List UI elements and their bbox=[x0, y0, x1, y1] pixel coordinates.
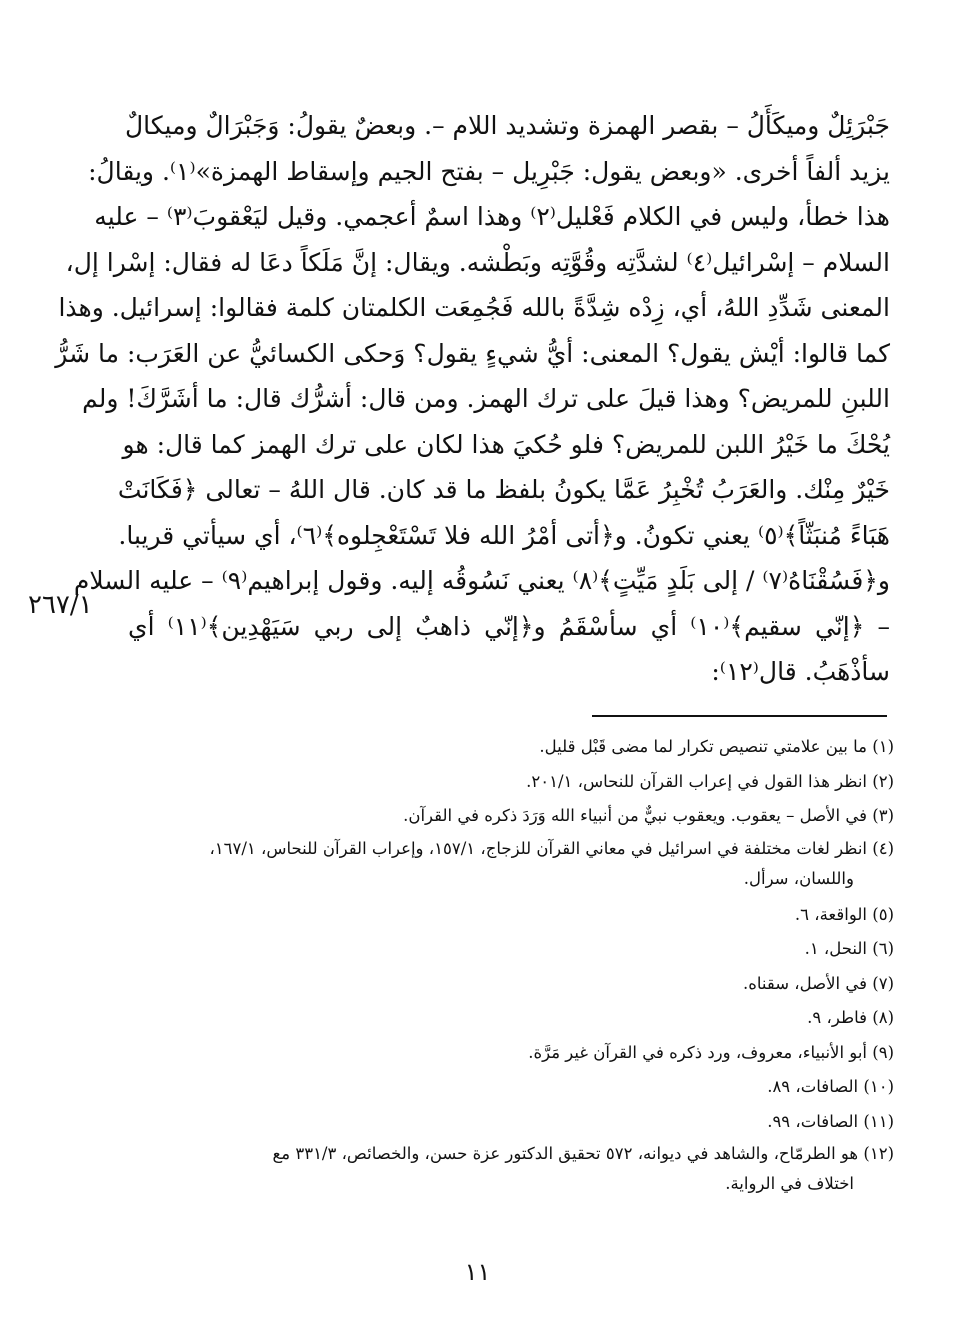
page-number: ١١ bbox=[464, 1258, 491, 1286]
text-line: يزيد ألفاً أخرى. «وبعض يقول: جَبْرِيل – بفتح الجيم وإسقاط الهمزة»⁽١⁾. ويقالُ: bbox=[88, 156, 890, 186]
text-line: هَبَاءً مُنبَثّاً﴾⁽٥⁾ يعني تكونُ. و﴿أتى أمْرُ الله فلا تَسْتَعْجِلوه﴾⁽٦⁾، أي سيأتي قريبا. bbox=[118, 520, 890, 550]
text-line: هذا خطأ، وليس في الكلام فَعْليل⁽٢⁾ وهذا اسمٌ أعجمي. وقيل ليَعْقوبَ⁽٣⁾ – عليه bbox=[94, 202, 890, 231]
footnote-9: (٩) أبو الأنبياء، معروف، ورد ذكره في القرآن غير مَرَّة. bbox=[528, 1042, 894, 1062]
footnote-separator bbox=[592, 715, 887, 717]
footnote-7: (٧) في الأصل، سقناه. bbox=[742, 973, 894, 993]
footnote-4-continuation: واللسان، سرأل. bbox=[743, 868, 854, 888]
text-line: يُحْكَ ما خَيْرُ اللبن للمريض؟ فلو حُكيَ هذا لكان على ترك الهمز كما قال: هو bbox=[122, 429, 890, 459]
text-line: المعنى شَدِّدِ اللهُ، أي، زِدْه شِدَّةً بالله فَجُمِعَت الكلمتان كلمة فقالوا: إسرائيل. وهذا bbox=[58, 293, 890, 322]
text-line: جَبْرَئِلٌ وميكَأَلُ – بقصر الهمزة وتشديد اللام –. وبعضٌ يقولُ: وَجَبْرَالٌ وميكالٌ bbox=[124, 111, 890, 140]
text-line: السلام – إسْرائيل⁽٤⁾ لشدَّتِه وقُوَّتِه وبَطْشه. ويقال: إنَّ مَلَكاً دعَا له فقال: إسْرا إل، bbox=[65, 247, 890, 277]
footnote-12-text: (١٢) هو الطرمّاح، والشاهد في ديوانه، ٥٧٢ تحقيق الدكتور عزة حسن، والخصائص، ٣٣١/٣ مع bbox=[272, 1144, 894, 1163]
footnote-3: (٣) في الأصل – يعقوب. ويعقوب نبيٌّ من أنبياء الله وَرَدَ ذكره في القرآن. bbox=[403, 806, 894, 825]
footnote-8: (٨) فاطر، ٩. bbox=[807, 1008, 894, 1027]
footnote-2: (٢) انظر هذا القول في إعراب القرآن للنحاس، ٢٠١/١. bbox=[526, 771, 894, 791]
footnote-10: (١٠) الصافات، ٨٩. bbox=[767, 1077, 894, 1096]
footnote-6: (٦) النحل، ١. bbox=[804, 939, 894, 958]
margin-reference: ٢٦٧/١ bbox=[28, 590, 93, 620]
text-line-last: سأذْهَبُ. قال⁽١٢⁾: bbox=[711, 657, 890, 686]
footnote-12-continuation: اختلاف في الرواية. bbox=[725, 1174, 854, 1193]
text-line: اللبنِ للمريض؟ وهذا قيلَ على ترك الهمز. ومن قال: أشرُّك قال: ما أشَرَّكَ! ولم bbox=[82, 384, 890, 413]
footnote-4-text: (٤) انظر لغات مختلفة في اسرائيل في معاني القرآن للزجاج، ١٥٧/١، وإعراب القرآن للنحاس، ١٦٧/١، bbox=[209, 838, 894, 858]
footnote-1: (١) ما بين علامتي تنصيص تكرار لما مضى قَبْل قليل. bbox=[539, 737, 894, 756]
text-line: – ﴿إنّي سقيم﴾⁽١٠⁾ أي سأسْقَمُ و﴿إنّي ذاهبٌ إلى ربي سَيَهْدِين﴾⁽١١⁾ أي bbox=[128, 611, 890, 641]
footnote-4 bbox=[128, 834, 894, 894]
text-line: خَيْرٌ مِنْك. والعَرَبُ تُخْبِرُ عَمَّا يكونُ بلفظ ما قد كان. قال اللهُ – تعالى ﴿فَكَانَتْ bbox=[117, 475, 890, 504]
footnotes bbox=[128, 730, 894, 1203]
footnote-12 bbox=[128, 1139, 894, 1199]
footnote-11: (١١) الصافات، ٩٩. bbox=[767, 1111, 894, 1131]
text-line: كما قالوا: أيْش يقول؟ المعنى: أيُّ شيءٍ يقول؟ وَحكى الكسائيُّ عن العَرَب: ما شَرُّ bbox=[55, 338, 890, 368]
text-line: و﴿فَسُقْنَاهُ⁽٧⁾ / إلى بَلَدٍ مَيِّتٍ﴾⁽٨⁾ يعني نَسُوقُه إليه. وقول إبراهيم⁽٩⁾ – عليه السلام bbox=[73, 566, 890, 595]
footnote-5: (٥) الواقعة، ٦. bbox=[794, 904, 894, 924]
